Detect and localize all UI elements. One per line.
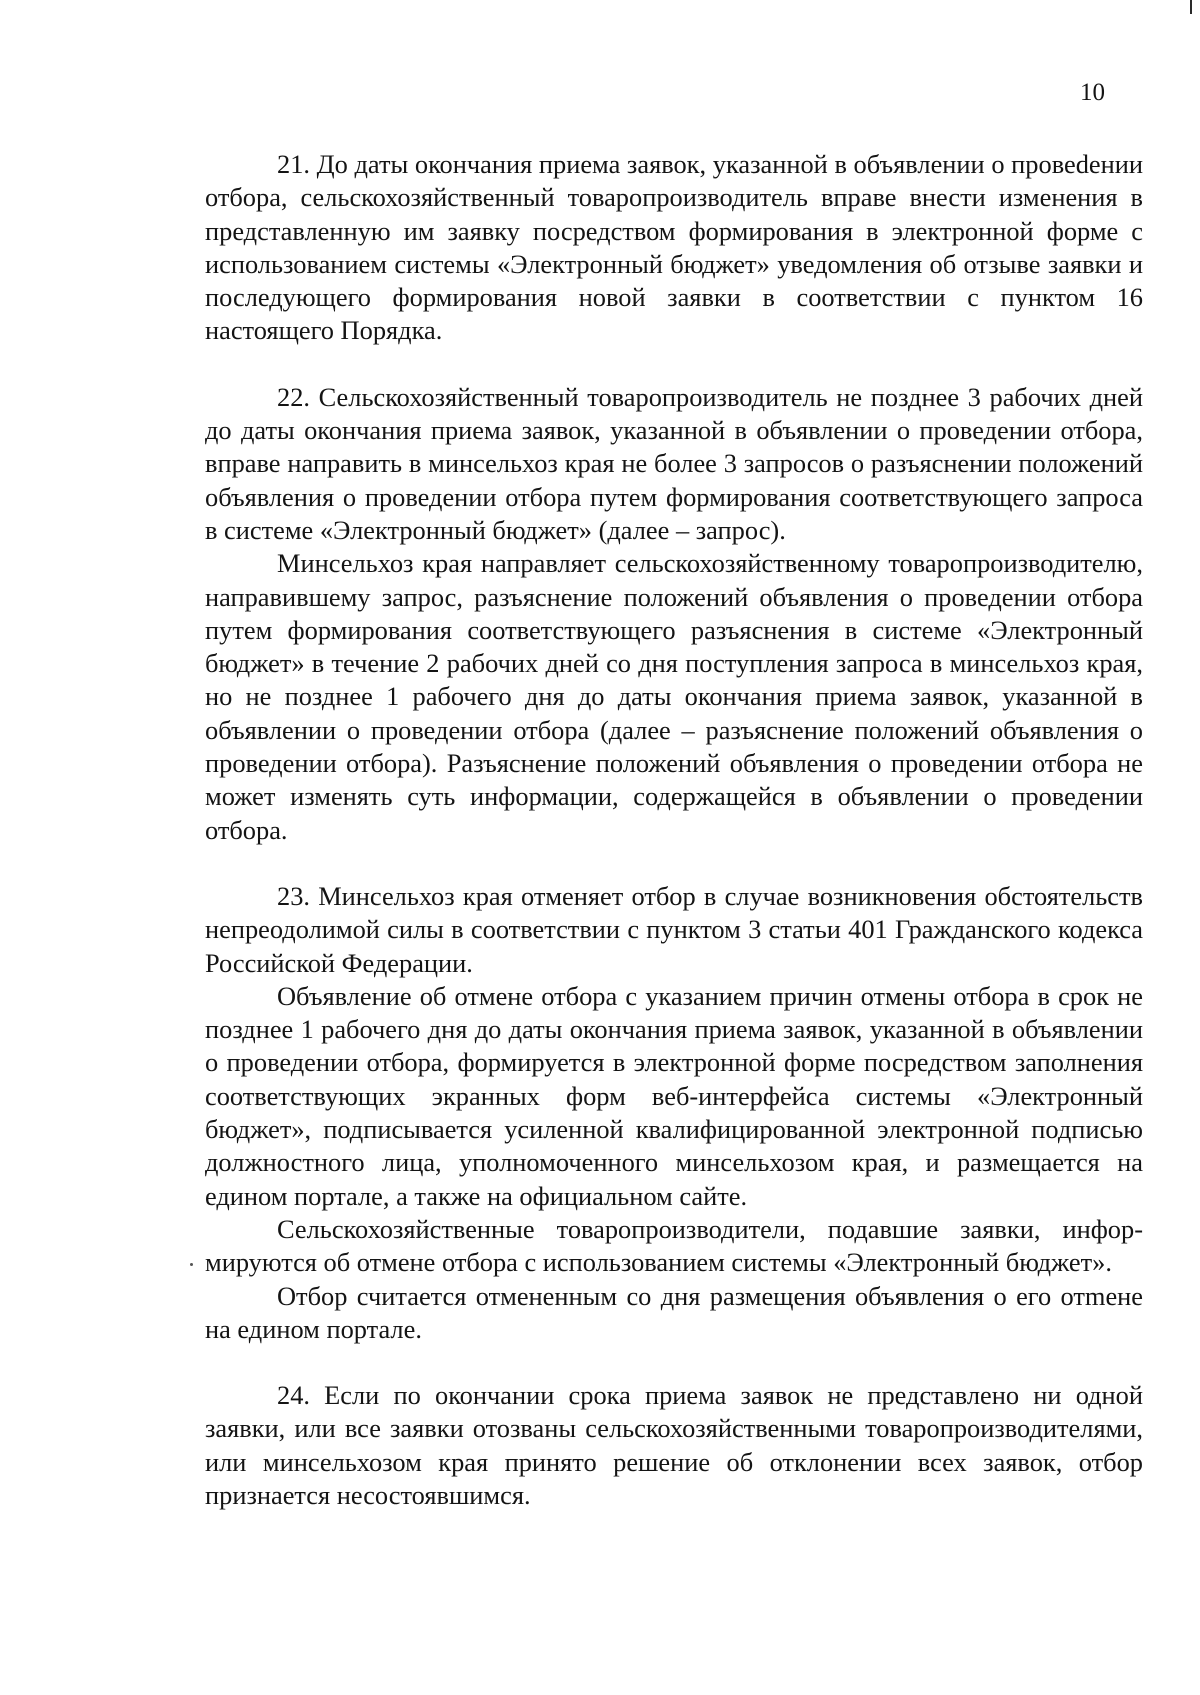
paragraph-23: 23. Минсельхоз края отменяет отбор в случае возникновения обстоятельств непреодолимой силы в соответствии с пунктом 3 статьи 401 Гражданского кодекса Российской Федерации. [205,880,1143,978]
paragraph-24: 24. Если по окончании срока приема заявок не представлено ни одной заявки, или все заявки отозваны сельскохозяйственными товаропроизводителями, или минсельхозом края принято решение об отклонении всех заявок, отбор признается несостоявшимся. [205,1380,1143,1510]
page-number: 10 [1080,79,1105,106]
document-body [205,148,1143,1512]
paragraph-23-announcement: Объявление об отмене отбора с указанием причин отмены отбора в срок не позднее 1 рабочего дня до даты окончания приема заявок, указанной в объявлении о проведении отбора, формируется в электронной форме посредством заполнения соответствующих экранных форм веб-интерфейса системы «Электронный бюджет», подписывается усиленной квалифицированной электронной подписью должностного лица, уполномоченного минсельхозом края, и размещается на едином портале, а также на официальном сайте. [205,980,1143,1211]
scan-speck [190,1263,193,1266]
paragraph-23-notification: Сельскохозяйственные товаропроизводители, подавшие заявки, информируются об отмене отбора с использованием системы «Электронный бюджет». [205,1213,1143,1278]
scan-edge-mark [1190,0,1192,14]
paragraph-22-continued: Минсельхоз края направляет сельскохозяйственному товаропроизводителю, направившему запрос, разъяснение положений объявления о проведении отбора путем формирования соответствующего разъяснения в системе «Электронный бюджет» в течение 2 рабочих дней со дня поступления запроса в минсельхоз края, но не позднее 1 рабочего дня до даты окончания приема заявок, указанной в объявлении о проведении отбора (далее – разъяснение положений объявления о проведении отбора). Разъяснение положений объявления о проведении отбора не может изменять суть информации, содержащейся в объявлении о проведении отбора. [205,548,1143,845]
paragraph-23-cancellation: Отбор считается отмененным со дня размещения объявления о его отmене на едином портале. [205,1280,1143,1344]
paragraph-22: 22. Сельскохозяйственный товаропроизводитель не позднее 3 рабочих дней до даты окончания приема заявок, указанной в объявлении о проведении отбора, вправе направить в минсельхоз края не более 3 запросов о разъяснении положений объявления о проведении отбора путем формирования соответствующего запроса в системе «Электронный бюджет» (далее – запрос). [205,381,1143,545]
paragraph-21: 21. До даты окончания приема заявок, указанной в объявлении о провеdении отбора, сельскохозяйственный товаропроизводитель вправе внести изменения в представленную им заявку посредством формирования в электронной форме с использованием системы «Электронный бюджет» уведомления об отзыве заявки и последующего формирования новой заявки в соответствии с пунктом 16 настоящего Порядка. [205,149,1143,346]
